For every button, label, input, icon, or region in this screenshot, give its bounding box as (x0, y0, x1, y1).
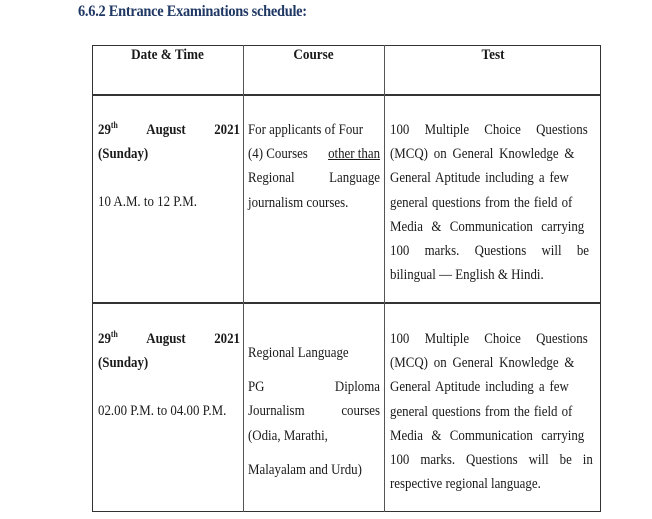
course-line: Journalism courses (248, 403, 381, 420)
date-year: 2021 (214, 331, 241, 347)
test-line: General Aptitude including a few (390, 170, 569, 187)
date-year: 2021 (214, 122, 241, 138)
date-time: 02.00 P.M. to 04.00 P.M. (98, 403, 227, 420)
date-day-suffix: th (110, 329, 118, 339)
course-line: (4) Courses other than (248, 142, 380, 166)
header-course: Course (293, 47, 334, 63)
test-line: 100 Multiple Choice Questions (390, 331, 588, 347)
test-line: 100 marks. Questions will be (390, 243, 590, 260)
date-day: 29 (98, 122, 111, 138)
date-weekday: (Sunday) (98, 355, 149, 372)
date-line (98, 327, 240, 351)
table-row-2-date-cell (98, 327, 240, 424)
date-month: August (146, 331, 186, 347)
test-line: general questions from the field of (390, 194, 573, 211)
test-line: General Aptitude including a few (390, 379, 569, 396)
test-line: bilingual — English & Hindi. (390, 267, 544, 284)
table-row-1-date-cell (98, 118, 240, 215)
date-day: 29 (98, 331, 111, 347)
test-line: respective regional language. (390, 476, 541, 493)
test-line: Media & Communication carrying (390, 218, 585, 235)
course-line: PG Diploma (248, 379, 381, 396)
course-line: journalism courses. (248, 194, 349, 211)
course-line: Regional Language (248, 170, 381, 187)
course-line: (Odia, Marathi, (248, 427, 328, 444)
date-weekday: (Sunday) (98, 146, 149, 163)
test-line: (MCQ) on General Knowledge & (390, 355, 575, 372)
column-divider-2 (384, 45, 385, 512)
test-line: 100 marks. Questions will be in (390, 452, 593, 469)
section-title: 6.6.2 Entrance Examinations schedule: (78, 3, 307, 20)
test-line: (MCQ) on General Knowledge & (390, 146, 575, 163)
date-line (98, 118, 240, 142)
table-row-1-test-cell (390, 118, 596, 287)
table-row-1-course-cell (248, 118, 380, 215)
table-row-2-course-cell (248, 341, 380, 482)
test-line: Media & Communication carrying (390, 427, 585, 444)
course-line: Regional Language (248, 345, 349, 361)
date-month: August (146, 122, 186, 138)
test-line: 100 Multiple Choice Questions (390, 122, 588, 138)
course-emphasis-underlined: other than (328, 146, 381, 163)
date-day-suffix: th (110, 120, 118, 130)
test-line: general questions from the field of (390, 403, 573, 420)
column-divider-1 (243, 45, 244, 512)
row-divider (92, 302, 601, 304)
course-line: For applicants of Four (248, 122, 364, 138)
header-test: Test (481, 47, 505, 63)
header-row-divider (92, 94, 601, 96)
header-date-time: Date & Time (131, 47, 204, 63)
date-time: 10 A.M. to 12 P.M. (98, 194, 197, 211)
course-line: Malayalam and Urdu) (248, 461, 362, 478)
table-row-2-test-cell (390, 327, 596, 496)
